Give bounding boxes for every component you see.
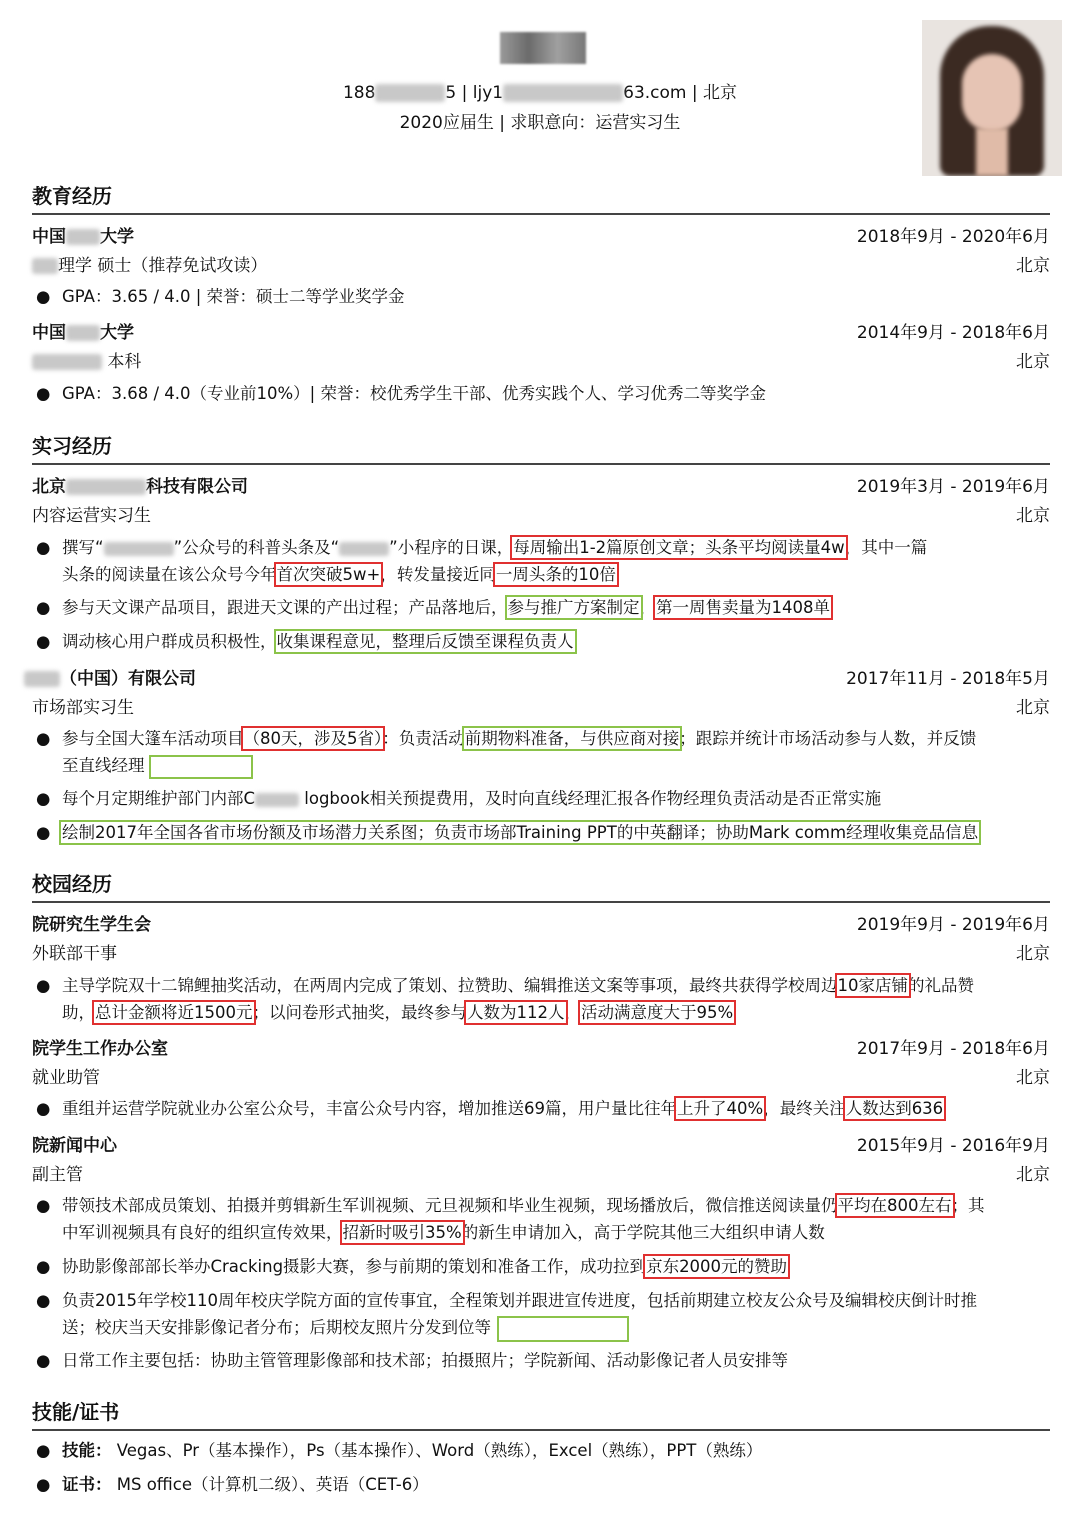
highlight-red: 每周输出1-2篇原创文章；头条平均阅读量4w — [513, 538, 845, 557]
skill-label: 技能： — [62, 1441, 112, 1460]
edu-entry-1: 中国 大学 2018年9月 - 2020年6月 — [32, 222, 1050, 248]
list-item: ● 重组并运营学院就业办公室公众号，丰富公众号内容，增加推送69篇，用户量比往年上升了40%，最终关注人数达到636 — [36, 1099, 944, 1118]
list-item: ● 调动核心用户群成员积极性，收集课程意见，整理后反馈至课程负责人 — [36, 632, 574, 651]
list-item: ● 带领技术部成员策划、拍摄并剪辑新生军训视频、元旦视频和毕业生视频，现场播放后，微信推送阅读量仍平均在800左右；其 中军训视频具有良好的组织宣传效果，招新时吸引35%的新生申请加入，高于学院其他三大组织申请人数 — [36, 1196, 985, 1242]
highlight-red: 招新时吸引35% — [342, 1223, 462, 1242]
list-item: ● 主导学院双十二锦鲤抽奖活动，在两周内完成了策划、拉赞助、编辑推送文案等事项，最终共获得学校周边10家店铺的礼品赞 助，总计金额将近1500元；以问卷形式抽奖，最终参与人数为112人，活动满意度大于95% — [36, 976, 974, 1022]
highlight-red: 第一周售卖量为1408单 — [656, 598, 830, 617]
section-education: 教育经历 — [32, 180, 1050, 215]
empty-green-box — [497, 1316, 629, 1342]
date-range: 2014年9月 - 2018年6月 — [856, 323, 1050, 343]
org-name: 中国 — [32, 227, 66, 247]
list-item: ● 技能： Vegas、Pr（基本操作），Ps（基本操作）、Word（熟练），Excel（熟练），PPT（熟练） — [36, 1441, 763, 1460]
list-item: ● 参与天文课产品项目，跟进天文课的产出过程；产品落地后，参与推广方案制定，第一周售卖量为1408单 — [36, 598, 830, 617]
highlight-red: 人数为112人 — [467, 1003, 565, 1022]
location: 北京 — [1016, 352, 1050, 372]
section-internship: 实习经历 — [32, 430, 1050, 465]
empty-green-box — [149, 755, 253, 779]
email-redacted — [503, 84, 623, 102]
phone-redacted — [375, 84, 445, 102]
location: 北京 — [1016, 1068, 1050, 1088]
list-item: ● 证书： MS office（计算机二级）、英语（CET-6） — [36, 1475, 429, 1494]
org-name: 院学生工作办公室 — [32, 1039, 168, 1059]
highlight-red: 10家店铺 — [837, 976, 908, 995]
highlight-red: 一周头条的10倍 — [495, 565, 616, 584]
highlight-green: 参与推广方案制定 — [507, 598, 640, 617]
campus-entry-2 — [32, 1034, 1050, 1060]
list-item: ● 每个月定期维护部门内部C logbook相关预提费用，及时向直线经理汇报各作物经理负责活动是否正常实施 — [36, 789, 882, 808]
city: 北京 — [703, 83, 738, 103]
cert-label: 证书： — [62, 1475, 112, 1494]
email-suffix: 63.com — [623, 83, 687, 103]
location: 北京 — [1016, 698, 1050, 718]
job-title: 就业助管 — [32, 1068, 100, 1088]
list-item: ● 撰写“ ”公众号的科普头条及“ ”小程序的日课，每周输出1-2篇原创文章；头条平均阅读量4w，其中一篇 头条的阅读量在该公众号今年首次突破5w+，转发量接近同一周头条的10倍 — [36, 538, 928, 584]
job-title: 市场部实习生 — [32, 698, 134, 718]
list-item: ● 负责2015年学校110周年校庆学院方面的宣传事宜，全程策划并跟进宣传进度，包括前期建立校友公众号及编辑校庆倒计时推 送；校庆当天安排影像记者分布；后期校友照片分发到位等 — [36, 1287, 1046, 1342]
location: 北京 — [1016, 944, 1050, 964]
list-item: ● 日常工作主要包括：协助主管管理影像部和技术部；拍摄照片；学院新闻、活动影像记者人员安排等 — [36, 1351, 788, 1370]
org-name: 院新闻中心 — [32, 1136, 117, 1156]
campus-entry-3 — [32, 1131, 1050, 1157]
date-range: 2019年3月 - 2019年6月 — [856, 477, 1050, 497]
org-name: 院研究生学生会 — [32, 915, 151, 935]
phone-suffix: 5 — [445, 83, 457, 103]
highlight-red: 人数达到636 — [845, 1099, 944, 1118]
date-range: 2015年9月 - 2016年9月 — [856, 1136, 1050, 1156]
date-range: 2018年9月 - 2020年6月 — [856, 227, 1050, 247]
intern-entry-1: 北京 科技有限公司 2019年3月 - 2019年6月 — [32, 472, 1050, 498]
profile-photo — [922, 20, 1062, 176]
highlight-red: 京东2000元的赞助 — [646, 1257, 788, 1276]
location: 北京 — [1016, 506, 1050, 526]
highlight-red: 活动满意度大于95% — [581, 1003, 734, 1022]
section-skills: 技能/证书 — [32, 1396, 1050, 1431]
email-prefix: ljy1 — [472, 83, 504, 103]
list-item: ● 绘制2017年全国各省市场份额及市场潜力关系图；负责市场部Training PPT的中英翻译；协助Mark comm经理收集竞品信息 — [36, 823, 979, 842]
job-title: 外联部干事 — [32, 944, 117, 964]
location: 北京 — [1016, 256, 1050, 276]
job-title: 副主管 — [32, 1165, 83, 1185]
date-range: 2017年9月 - 2018年6月 — [856, 1039, 1050, 1059]
degree: 理学 硕士（推荐免试攻读） — [58, 256, 268, 276]
intern-entry-2: （中国）有限公司 2017年11月 - 2018年5月 — [32, 664, 1050, 690]
intent-line: 2020应届生 | 求职意向：运营实习生 — [399, 113, 681, 133]
highlight-red: 首次突破5w+ — [276, 565, 381, 584]
degree: 本科 — [107, 352, 142, 372]
list-item: ● 协助影像部部长举办Cracking摄影大赛，参与前期的策划和准备工作，成功拉到京东2000元的赞助 — [36, 1257, 788, 1276]
location: 北京 — [1016, 1165, 1050, 1185]
highlight-red: 总计金额将近1500元 — [95, 1003, 253, 1022]
date-range: 2017年11月 - 2018年5月 — [846, 669, 1050, 689]
campus-entry-1 — [32, 910, 1050, 936]
highlight-red: 平均在800左右 — [837, 1196, 952, 1215]
highlight-red: 上升了40% — [677, 1099, 764, 1118]
list-item: ● GPA：3.65 / 4.0 | 荣誉：硕士二等学业奖学金 — [36, 287, 405, 306]
list-item: ● GPA：3.68 / 4.0（专业前10%）| 荣誉：校优秀学生干部、优秀实践个人、学习优秀二等奖学金 — [36, 384, 766, 403]
date-range: 2019年9月 - 2019年6月 — [856, 915, 1050, 935]
highlight-green: 前期物料准备，与供应商对接 — [464, 729, 680, 748]
list-item: ● 参与全国大篷车活动项目（80天，涉及5省）：负责活动前期物料准备，与供应商对接；跟踪并统计市场活动参与人数，并反馈 至直线经理 — [36, 725, 1046, 779]
section-campus: 校园经历 — [32, 868, 1050, 903]
highlight-green: 收集课程意见，整理后反馈至课程负责人 — [276, 632, 574, 651]
edu-entry-2: 中国 大学 2014年9月 - 2018年6月 — [32, 318, 1050, 344]
highlight-green: 绘制2017年全国各省市场份额及市场潜力关系图；负责市场部Training PPT的中英翻译；协助Mark comm经理收集竞品信息 — [62, 823, 979, 842]
name-redacted — [500, 32, 586, 64]
highlight-red: （80天，涉及5省） — [243, 729, 383, 748]
phone-prefix: 188 — [342, 83, 376, 103]
job-title: 内容运营实习生 — [32, 506, 151, 526]
contact-line: 188 5 | ljy1 63.com | 北京 — [342, 83, 738, 103]
